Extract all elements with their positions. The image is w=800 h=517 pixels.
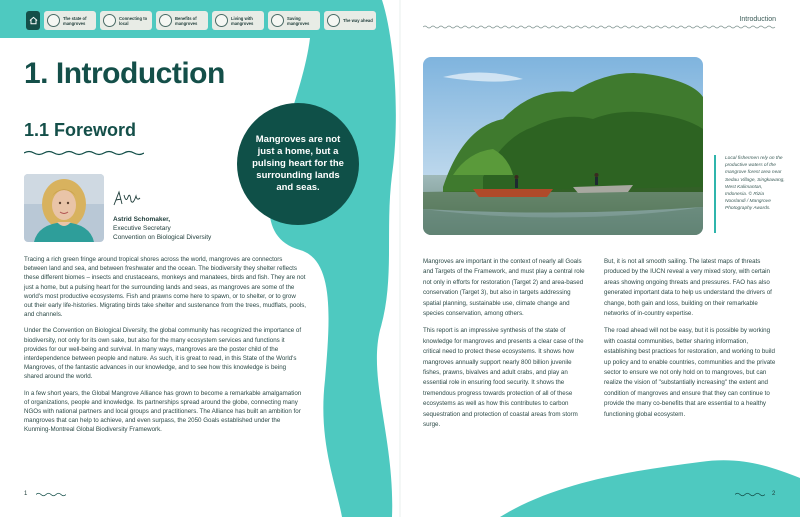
body-column-middle bbox=[423, 257, 588, 438]
body-column-right bbox=[604, 257, 776, 427]
nav-tab-label: Saving mangroves bbox=[287, 15, 310, 26]
author-portrait bbox=[24, 174, 104, 242]
pull-quote bbox=[237, 103, 359, 225]
nav-tab-label: Connecting to local bbox=[119, 15, 148, 26]
page-number-wave bbox=[36, 492, 66, 497]
people-icon bbox=[215, 14, 228, 27]
nav-tab-way-ahead[interactable] bbox=[324, 11, 376, 30]
body-paragraph: In a few short years, the Global Mangrove Alliance has grown to become a remarkable amalgamation of organizations, people and knowledge. Its partnerships spread around the globe, connecting many NGOs with national partners and local groups and practitioners. The Alliance has built an ambition for mangroves that can help to achieve, and even surpass, the 2050 Goals established under the Kunming-Montreal Global Biodiversity Framework. bbox=[24, 389, 302, 434]
nav-tab-label: Living with mangroves bbox=[231, 15, 254, 26]
signatory-org: Convention on Biological Diversity bbox=[113, 234, 212, 241]
path-icon bbox=[327, 14, 340, 27]
nav-tab-connecting-local[interactable] bbox=[100, 11, 152, 30]
signatory-role: Executive Secretary bbox=[113, 225, 171, 232]
page-number-right: 2 bbox=[772, 491, 776, 497]
body-paragraph: Tracing a rich green fringe around tropical shores across the world, mangroves are connectors between land and sea, and between freshwater and the ocean. The biodiversity they shelter reflects these different biomes – insects and crustaceans, monkeys and manatees, birds and fish. They are not just a home, but a pulsing heart for the surrounding lands and seas, as mangroves are some of the world's most productive ecosystems. Fish and prawns come here to spawn, or to shelter, or to grow out their early life-histories. Migrating birds take shelter and sustenance from the trees, mudflats, pools, and channels. bbox=[24, 256, 307, 319]
body-paragraph: The road ahead will not be easy, but it is possible by working with coastal communities, better sharing information, establishing best practices for restoration, and working to build up policy and to enable countries, communities and the private sector to ensure we not only hold on to mangroves, but can realize the vision of "substantially increasing" the extent and condition of mangroves and ensure that they can continue to provide the many co-benefits that are essential to a healthy functioning global ecosystem. bbox=[604, 327, 776, 418]
fish-icon bbox=[159, 14, 172, 27]
caption-accent-bar bbox=[714, 155, 716, 233]
right-teal-wave bbox=[500, 460, 800, 517]
running-head-rule bbox=[423, 25, 778, 29]
handwritten-signature bbox=[112, 189, 142, 209]
community-icon bbox=[103, 14, 116, 27]
section-title: 1.1 Foreword bbox=[24, 120, 137, 140]
body-paragraph: But, it is not all smooth sailing. The latest maps of threats produced by the IUCN reveal a very mixed story, with certain areas showing ongoing threats and pressures. FAO has also generated important data to help us understand the drivers of change, both gain and loss, building on their remarkable networks of in-country expertise. bbox=[604, 258, 772, 318]
body-paragraph: Mangroves are important in the context of nearly all Goals and Targets of the Framework, and must play a central role not only in efforts for restoration (Target 2) and area-based conservation (Target 3), but also in targets addressing spatial planning, sustainable use, climate change and species conservation, among others. bbox=[423, 258, 585, 318]
mangrove-icon bbox=[47, 14, 60, 27]
nav-tab-state-of-mangroves[interactable] bbox=[44, 11, 96, 30]
body-paragraph: Under the Convention on Biological Diversity, the global community has recognized the importance of biodiversity, not only for its own sake, but also for the many ecosystem services and functions it provides for our well-being and survival. In many ways, mangroves are the poster child of the interdependence between people and nature. As such, it is great to read, in this State of the World's Mangroves, of the fantastic advances in our knowledge, and to see how this knowledge is being shared around the world. bbox=[24, 327, 302, 381]
nav-home-button[interactable] bbox=[26, 11, 40, 30]
photo-caption: Local fishermen rely on the productive waters of the mangrove forest area near Sedau Village, Singkawang, West Kalimantan, Indonesia. © Rizia Noorlandi / Mangrove Photography Awards. bbox=[725, 156, 785, 212]
shield-icon bbox=[271, 14, 284, 27]
chapter-nav bbox=[26, 11, 376, 30]
home-icon bbox=[29, 16, 38, 25]
nav-tab-saving[interactable] bbox=[268, 11, 320, 30]
foreword-body bbox=[24, 255, 306, 442]
nav-tab-living-with[interactable] bbox=[212, 11, 264, 30]
nav-tab-label: The way ahead bbox=[343, 18, 373, 23]
nav-tab-label: The state of mangroves bbox=[63, 15, 87, 26]
page-title: 1. Introduction bbox=[24, 57, 225, 90]
pull-quote-text: Mangroves are not just a home, but a pulsing heart for the surrounding lands and seas. bbox=[252, 134, 344, 193]
page-number-wave bbox=[735, 492, 765, 497]
nav-tab-label: Benefits of mangroves bbox=[175, 15, 198, 26]
wavy-divider bbox=[24, 150, 144, 156]
nav-tab-benefits[interactable] bbox=[156, 11, 208, 30]
signatory-name: Astrid Schomaker, bbox=[113, 216, 171, 223]
page-number-left: 1 bbox=[24, 491, 28, 497]
body-paragraph: This report is an impressive synthesis of the state of knowledge for mangroves and presents a clear case of the critical need to protect these ecosystems. It shows how mangroves annually support nearly 800 billion juvenile fishes, prawns, bivalves and adult crabs, and play an essential role in ensuring food security. It shows the tremendous progress towards protection of all of these ecosystems as well as how this contributes to carbon sequestration and protection of coastal areas from storm surge. bbox=[423, 327, 584, 429]
mangrove-photo bbox=[423, 57, 703, 235]
running-head: Introduction bbox=[739, 16, 776, 23]
